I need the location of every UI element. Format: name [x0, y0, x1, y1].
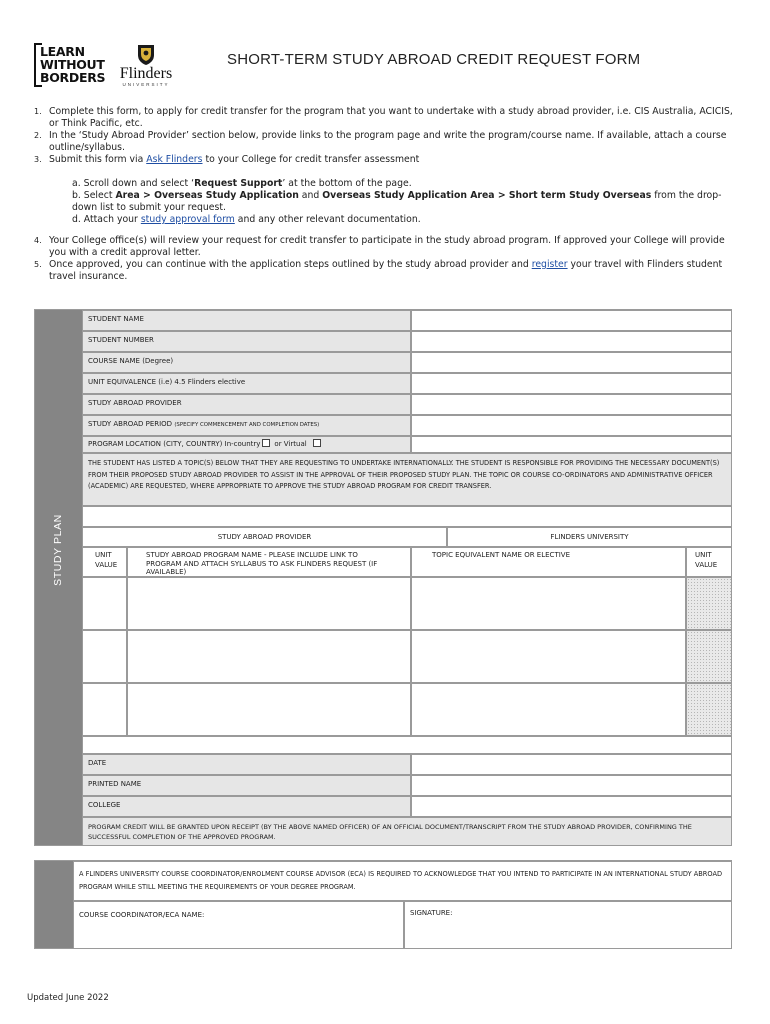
acknowledgement-box	[34, 860, 732, 949]
unit-value-input-1[interactable]	[82, 577, 127, 630]
instruction-text: your travel with Flinders student travel insurance.	[49, 259, 723, 282]
printed-name-field[interactable]	[411, 775, 732, 796]
location-label-text: PROGRAM LOCATION (CITY, COUNTRY) In-country	[88, 440, 261, 448]
credit-note: PROGRAM CREDIT WILL BE GRANTED UPON RECEIPT (BY THE ABOVE NAMED OFFICER) OF AN OFFICIAL DOCUMENT/TRANSCRIPT FROM THE STUDY ABROAD PROVIDER, CONFIRMING THE SUCCESSFUL COMPLETION OF THE APPROVED PROGRAM.	[82, 817, 732, 846]
student-number-label: STUDENT NUMBER	[82, 331, 411, 352]
or-virtual-text: or Virtual	[274, 440, 307, 448]
topic-equivalent-input-1[interactable]	[411, 577, 686, 630]
provider-unit-value-header: UNIT VALUE	[82, 547, 127, 577]
topic-equivalent-header: TOPIC EQUIVALENT NAME OR ELECTIVE	[411, 547, 686, 577]
logo-line-3: BORDERS	[40, 70, 106, 85]
university-sub: UNIVERSITY	[122, 82, 170, 87]
instruction-text: In the ‘Study Abroad Provider’ section below, provide links to the program page and write the program/course name. If available, attach a course outline/syllabus.	[49, 130, 727, 153]
instruction-text: Submit this form via	[49, 154, 147, 165]
sub-item-b	[72, 190, 734, 214]
study-plan-label: STUDY PLAN	[52, 514, 64, 586]
flinders-logo	[115, 42, 177, 100]
provider-column-header: STUDY ABROAD PROVIDER	[82, 527, 447, 547]
coordinator-name-field[interactable]	[73, 901, 404, 949]
study-abroad-provider-label: STUDY ABROAD PROVIDER	[82, 394, 411, 415]
register-link[interactable]: register	[531, 259, 568, 270]
ask-flinders-link[interactable]: Ask Flinders	[146, 154, 203, 165]
sub-bold: Request Support	[194, 178, 283, 189]
date-label: DATE	[82, 754, 411, 775]
college-label: COLLEGE	[82, 796, 411, 817]
period-label-text: STUDY ABROAD PERIOD	[88, 420, 173, 428]
signature-field[interactable]	[404, 901, 732, 949]
date-field[interactable]	[411, 754, 732, 775]
flinders-unit-input-2[interactable]	[686, 630, 732, 683]
study-abroad-provider-field[interactable]	[411, 394, 732, 415]
coordinator-name-label: COURSE COORDINATOR/ECA NAME:	[79, 911, 205, 919]
sub-text: a. Scroll down and select ‘	[72, 178, 195, 189]
instruction-item-4	[34, 235, 734, 259]
logo-text	[40, 45, 105, 84]
item-number: 3.	[34, 155, 42, 164]
program-name-input-2[interactable]	[127, 630, 411, 683]
crest-icon	[135, 42, 157, 66]
sub-bold: Area > Overseas Study Application	[115, 190, 299, 201]
unit-equivalence-label: UNIT EQUIVALENCE (i.e) 4.5 Flinders elective	[82, 373, 411, 394]
instruction-text: Once approved, you can continue with the application steps outlined by the study abroad provider and	[49, 259, 532, 270]
instructions	[34, 106, 734, 283]
program-name-input-1[interactable]	[127, 577, 411, 630]
flinders-unit-input-1[interactable]	[686, 577, 732, 630]
item-number: 4.	[34, 236, 42, 245]
instruction-text: Your College office(s) will review your request for credit transfer to participate in the study abroad program. If approved your College will provide you with a credit approval letter.	[49, 235, 725, 258]
student-statement: THE STUDENT HAS LISTED A TOPIC(S) BELOW THAT THEY ARE REQUESTING TO UNDERTAKE INTERNATIONALLY. THE STUDENT IS RESPONSIBLE FOR PROVIDING THE NECESSARY DOCUMENT(S) FROM THEIR PROPOSED STUDY ABROAD PROVIDER TO ASSIST IN THE APPROVAL OF THEIR PROPOSED STUDY PLAN. THE TOPIC OR COURSE CO-ORDINATORS AND ADMINISTRATIVE OFFICER (ACADEMIC) ARE REQUESTED, WHERE APPROPRIATE TO APPROVE THE STUDY ABROAD PROGRAM FOR CREDIT TRANSFER.	[82, 453, 732, 506]
logo-line-1: LEARN	[40, 44, 85, 59]
instruction-text: Complete this form, to apply for credit transfer for the program that you want to undertake with a study abroad provider, i.e. CIS Australia, ACICIS, or Think Pacific, etc.	[49, 106, 733, 129]
signature-label: SIGNATURE:	[410, 909, 453, 917]
program-name-input-3[interactable]	[127, 683, 411, 736]
sub-item-d	[72, 214, 734, 226]
unit-equivalence-field[interactable]	[411, 373, 732, 394]
virtual-checkbox[interactable]	[313, 439, 321, 447]
item-number: 5.	[34, 260, 42, 269]
instruction-item-5	[34, 259, 734, 283]
sub-bold: Overseas Study Application Area > Short term Study Overseas	[322, 190, 652, 201]
sub-text: and	[298, 190, 323, 201]
unit-value-input-3[interactable]	[82, 683, 127, 736]
sub-text: b. Select	[72, 190, 116, 201]
unit-value-input-2[interactable]	[82, 630, 127, 683]
sub-text: d. Attach your	[72, 214, 141, 225]
item-number: 2.	[34, 131, 42, 140]
student-name-label: STUDENT NAME	[82, 310, 411, 331]
university-name: Flinders	[119, 65, 173, 82]
flinders-column-header: FLINDERS UNIVERSITY	[447, 527, 732, 547]
side-band	[35, 310, 82, 845]
in-country-checkbox[interactable]	[262, 439, 270, 447]
logo-line-2: WITHOUT	[40, 57, 105, 72]
study-plan-form	[34, 309, 732, 846]
footer-updated: Updated June 2022	[27, 993, 109, 1003]
sub-text: and any other relevant documentation.	[234, 214, 421, 225]
study-approval-form-link[interactable]: study approval form	[140, 214, 235, 225]
college-field[interactable]	[411, 796, 732, 817]
course-name-label: COURSE NAME (Degree)	[82, 352, 411, 373]
topic-equivalent-input-2[interactable]	[411, 630, 686, 683]
sub-item-a	[72, 178, 734, 190]
sub-instructions	[34, 178, 734, 226]
flinders-unit-value-header: UNIT VALUE	[686, 547, 732, 577]
item-number: 1.	[34, 107, 42, 116]
student-number-field[interactable]	[411, 331, 732, 352]
instruction-text: to your College for credit transfer assessment	[202, 154, 420, 165]
acknowledgement-text: A FLINDERS UNIVERSITY COURSE COORDINATOR/ENROLMENT COURSE ADVISOR (ECA) IS REQUIRED TO ACKNOWLEDGE THAT YOU INTEND TO PARTICIPATE IN AN INTERNATIONAL STUDY ABROAD PROGRAM WHILE STILL MEETING THE REQUIREMENTS OF YOUR DEGREE PROGRAM.	[73, 861, 732, 901]
flinders-unit-input-3[interactable]	[686, 683, 732, 736]
blank-row	[82, 506, 732, 527]
spacer-row	[82, 736, 732, 754]
instruction-item-1	[34, 106, 734, 130]
program-location-field[interactable]	[411, 436, 732, 453]
ack-side-band	[35, 861, 73, 948]
printed-name-label: PRINTED NAME	[82, 775, 411, 796]
instruction-item-3	[34, 154, 734, 166]
instruction-item-2	[34, 130, 734, 154]
learn-without-borders-logo	[34, 43, 104, 87]
sub-text: ’ at the bottom of the page.	[282, 178, 412, 189]
program-location-label	[82, 436, 411, 453]
program-name-header: STUDY ABROAD PROGRAM NAME - PLEASE INCLUDE LINK TO PROGRAM AND ATTACH SYLLABUS TO ASK FLINDERS REQUEST (IF AVAILABLE)	[127, 547, 411, 577]
study-abroad-period-field[interactable]	[411, 415, 732, 436]
student-name-field[interactable]	[411, 310, 732, 331]
study-abroad-period-label	[82, 415, 411, 436]
sub-text: from the drop-down list to submit your request.	[72, 190, 722, 213]
topic-equivalent-input-3[interactable]	[411, 683, 686, 736]
page-title: SHORT-TERM STUDY ABROAD CREDIT REQUEST FORM	[227, 51, 641, 68]
period-note: (SPECIFY COMMENCEMENT AND COMPLETION DATES)	[174, 422, 320, 428]
course-name-field[interactable]	[411, 352, 732, 373]
